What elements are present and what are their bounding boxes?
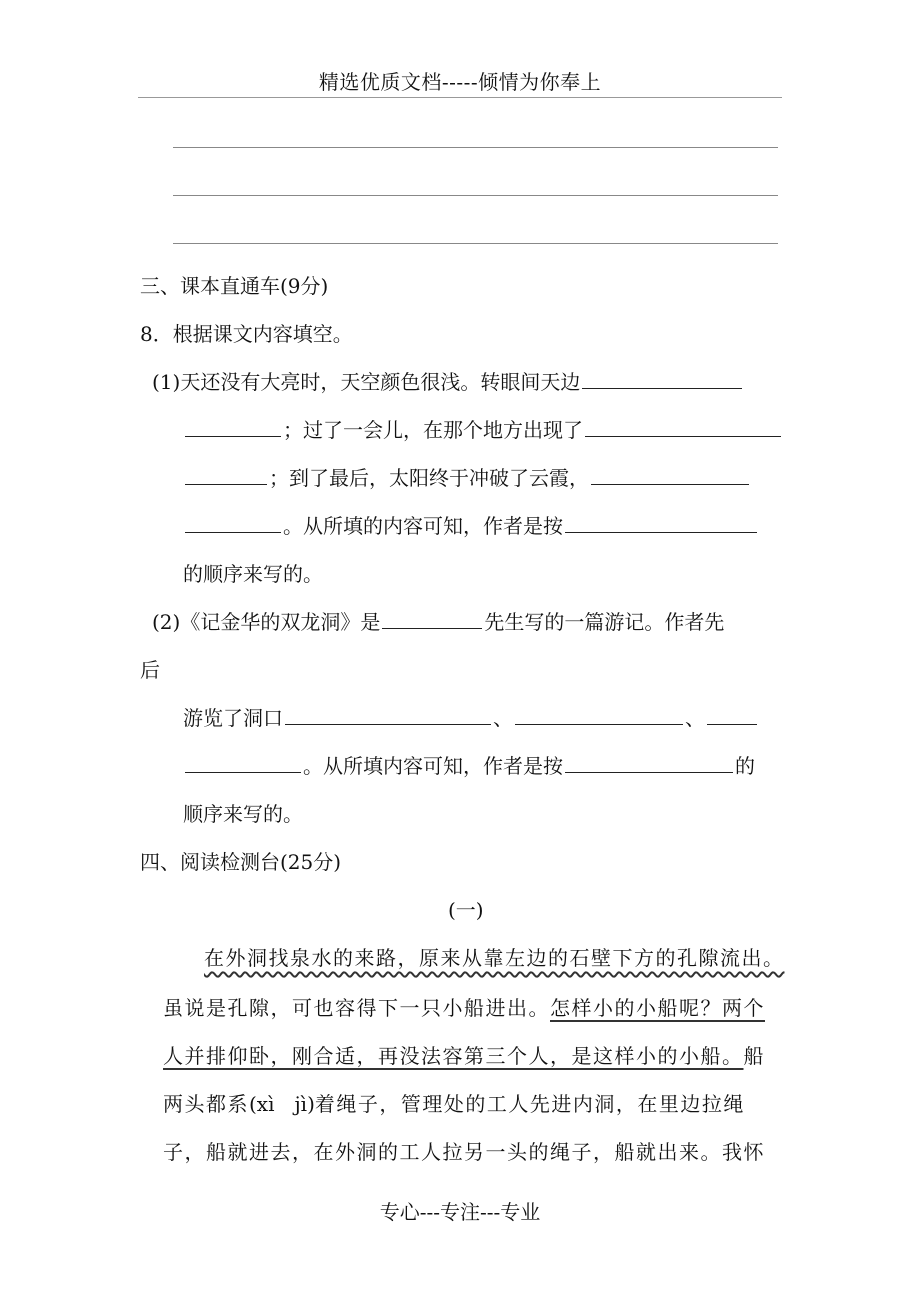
passage-text-4a: 两头都系 [163,1092,249,1116]
q8-part1-text-1: (1)天还没有大亮时，天空颜色很浅。转眼间天边 [152,370,581,394]
q8-part1-line5: 的顺序来写的。 [183,562,323,586]
separator-2: 、 [685,706,705,730]
passage-text-3b: 船 [743,1044,765,1068]
q8-part1-text-3: ；到了最后，太阳终于冲破了云霞， [269,466,589,490]
passage-line-5: 子，船就进去，在外洞的工人拉另一头的绳子，船就出来。我怀 [163,1140,765,1164]
q8-part2-line3 [183,702,759,731]
q8-part2-line1 [152,606,724,635]
q8-part1-line3 [183,462,751,491]
answer-line-2 [173,195,778,196]
blank-11[interactable] [707,704,757,725]
q8-part2-text-5: 的 [735,754,755,778]
passage-line-3 [163,1040,765,1069]
passage-text-2a: 虽说是孔隙，可也容得下一只小船进出。 [163,996,550,1020]
blank-10[interactable] [515,704,683,725]
page-footer: 专心---专注---专业 [379,1200,541,1224]
blank-7[interactable] [565,512,757,533]
section-3-title: 三、课本直通车(9分) [140,274,329,298]
blank-3[interactable] [585,416,781,437]
q8-part2-text-3: 游览了洞口 [183,706,283,730]
blank-11-cont[interactable] [185,752,301,773]
question-8: 8．根据课文内容填空。 [140,322,353,346]
page-header: 精选优质文档-----倾情为你奉上 [318,70,602,94]
blank-9[interactable] [285,704,491,725]
answer-line-3 [173,243,778,244]
q8-part1-line2 [183,414,783,443]
q8-part2-line4 [183,750,755,779]
passage-line-4 [163,1088,745,1117]
q8-part2-text-1: (2)《记金华的双龙洞》是 [152,610,381,634]
header-rule [138,97,782,98]
blank-8[interactable] [382,608,482,629]
separator-1: 、 [493,706,513,730]
passage-wavy-sentence: 在外洞找泉水的来路，原来从靠左边的石壁下方的孔隙流出。 [204,946,785,970]
reading-part-label: (一) [448,898,484,922]
q8-part2-line2: 后 [140,658,160,682]
blank-1[interactable] [582,368,742,389]
pinyin-choice: (xì jì) [249,1092,315,1116]
blank-6[interactable] [185,512,281,533]
passage-text-4b: 着绳子，管理处的工人先进内洞，在里边拉绳 [314,1092,745,1116]
q8-part1-text-4: 。从所填的内容可知，作者是按 [283,514,563,538]
q8-part2-line5: 顺序来写的。 [183,802,303,826]
q8-part2-text-2: 先生写的一篇游记。作者先 [484,610,725,634]
q8-part1-line4 [183,510,759,539]
blank-2[interactable] [185,416,281,437]
answer-line-1 [173,147,778,148]
passage-line-1 [204,942,785,971]
passage-underlined-2: 怎样小的小船呢？两个 [550,996,765,1020]
blank-5[interactable] [591,464,749,485]
passage-line-2 [163,992,765,1021]
blank-12[interactable] [565,752,733,773]
section-4-title: 四、阅读检测台(25分) [140,850,342,874]
q8-part1-text-2: ；过了一会儿，在那个地方出现了 [283,418,583,442]
q8-part2-text-4: 。从所填内容可知，作者是按 [303,754,563,778]
blank-4[interactable] [185,464,267,485]
q8-part1-line1 [152,366,744,395]
passage-underlined-3: 人并排仰卧，刚合适，再没法容第三个人，是这样小的小船。 [163,1044,744,1068]
